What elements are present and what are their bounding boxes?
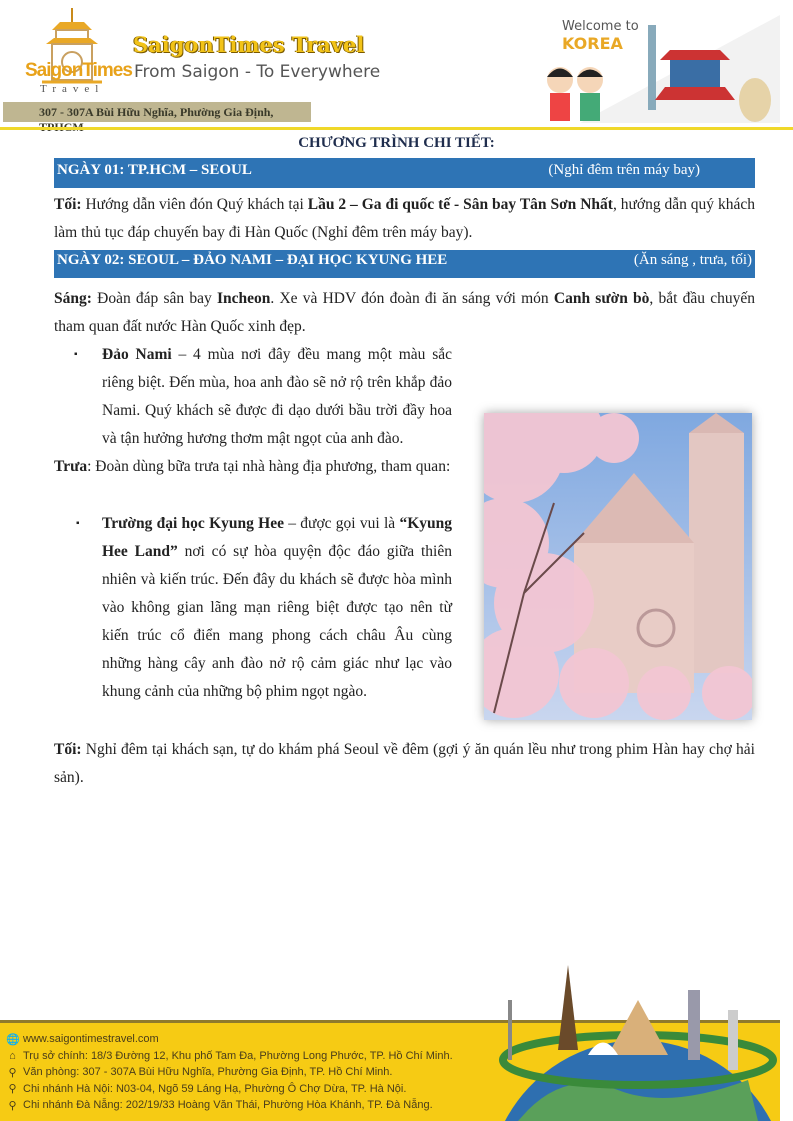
bold-text: Đảo Nami [102, 346, 172, 363]
bold-text: “Kyung Hee Land” [102, 515, 452, 560]
text: , hướng dẫn quý khách làm thủ tục đáp chuyến bay đi Hàn Quốc (Nghỉ đêm trên máy bay). [54, 196, 755, 241]
day-01-header [54, 158, 755, 188]
day-01-evening-paragraph [54, 191, 755, 247]
page-title: CHƯƠNG TRÌNH CHI TIẾT: [298, 135, 495, 151]
day-01-meals: (Nghỉ đêm trên máy bay) [548, 162, 700, 178]
photo-float-spacer [452, 369, 755, 453]
bold-text: Trường đại học Kyung Hee [102, 515, 284, 532]
day-02-meals: (Ăn sáng , trưa, tối) [633, 252, 752, 268]
bold-text: Lầu 2 – Ga đi quốc tế - Sân bay Tân Sơn Nhất [307, 196, 613, 213]
logo-subtext: Travel [40, 83, 105, 95]
text: Hướng dẫn viên đón Quý khách tại [81, 196, 308, 213]
website-link[interactable]: www.saigontimestravel.com [23, 1033, 159, 1046]
bold-text: Incheon [216, 290, 271, 307]
welcome-korea-graphic [540, 5, 780, 123]
office-address: Văn phòng: 307 - 307A Bùi Hữu Nghĩa, Phường Gia Định, TP. Hồ Chí Minh. [23, 1066, 393, 1079]
kyung-hee-cherry-blossom-photo [484, 413, 752, 720]
location-pin-icon: ⚲ [8, 1083, 17, 1096]
welcome-text: Welcome to [562, 19, 639, 34]
world-landmarks-globe-graphic [488, 960, 793, 1121]
logo-text: SaigonTimes [25, 60, 132, 81]
bullet-icon: ▪ [74, 349, 78, 360]
hanoi-address: Chi nhánh Hà Nội: N03-04, Ngõ 59 Láng Hạ, Phường Ô Chợ Dừa, TP. Hà Nội. [23, 1082, 407, 1095]
day-02-morning-paragraph [54, 285, 755, 341]
slogan: From Saigon - To Everywhere [134, 62, 381, 82]
bullet-icon: ▪ [76, 518, 80, 529]
hq-address: Trụ sở chính: 18/3 Đường 12, Khu phố Tam Đa, Phường Long Phước, TP. Hồ Chí Minh. [23, 1049, 453, 1062]
location-pin-icon: ⚲ [8, 1066, 17, 1079]
text: Nghỉ đêm tại khách sạn, tự do khám phá Seoul về đêm (gợi ý ăn quán lều như trong phim Hàn hay chợ hải sản). [54, 741, 755, 786]
text: – 4 mùa nơi đây đều mang một màu sắc riêng biệt. Đến mùa, hoa anh đào sẽ nở rộ trên khắp đảo Nami. Quý khách sẽ được đi dạo dưới bầu trời đầy hoa và tận hưởng hương thơm mật ngọt của anh đào. [102, 346, 452, 447]
text: Đoàn đáp sân bay [91, 290, 217, 307]
day-02-label: NGÀY 02: SEOUL – ĐẢO NAMI – ĐẠI HỌC KYUNG HEE [57, 252, 448, 268]
korea-text: KOREA [562, 34, 623, 53]
brand-name: SaigonTimes Travel [133, 32, 365, 57]
day-01-label: NGÀY 01: TP.HCM – SEOUL [57, 162, 252, 178]
danang-address: Chi nhánh Đà Nẵng: 202/19/33 Hoàng Văn Thái, Phường Hòa Khánh, TP. Đà Nẵng. [23, 1099, 433, 1112]
text: nơi có sự hòa quyện độc đáo giữa thiên nhiên và kiến trúc. Đến đây du khách sẽ được hòa mình vào không gian lãng mạn riêng biệt được tạo nên từ kiến trúc cổ điển mang phong cách châu Âu cùng những hàng cây anh đào nở rộ cảm giác như lạc vào khung cảnh của những bộ phim ngọt ngào. [102, 543, 452, 700]
home-icon: ⌂ [9, 1049, 16, 1062]
bold-text: Canh sườn bò [553, 290, 650, 307]
label-sang: Sáng: [54, 290, 92, 307]
text: : Đoàn dùng bữa trưa tại nhà hàng địa phương, tham quan: [87, 458, 451, 475]
kyung-hee-bullet [76, 510, 452, 706]
nami-bullet [74, 341, 755, 453]
label-toi: Tối: [54, 196, 82, 213]
label-trua: Trưa [54, 458, 88, 475]
header-address: 307 - 307A Bùi Hữu Nghĩa, Phường Gia Định, [3, 102, 311, 122]
day-02-header [54, 250, 755, 278]
text: – được gọi vui là [283, 515, 400, 532]
location-pin-icon: ⚲ [8, 1099, 17, 1112]
text: . Xe và HDV đón đoàn đi ăn sáng với món [270, 290, 554, 307]
day-02-evening-paragraph [54, 736, 755, 792]
text: , bắt đầu chuyến tham quan đất nước Hàn Quốc xinh đẹp. [54, 290, 756, 335]
globe-icon: 🌐 [6, 1033, 20, 1046]
day-02-noon-paragraph [54, 453, 452, 481]
divider [0, 127, 793, 130]
label-toi: Tối: [54, 741, 82, 758]
